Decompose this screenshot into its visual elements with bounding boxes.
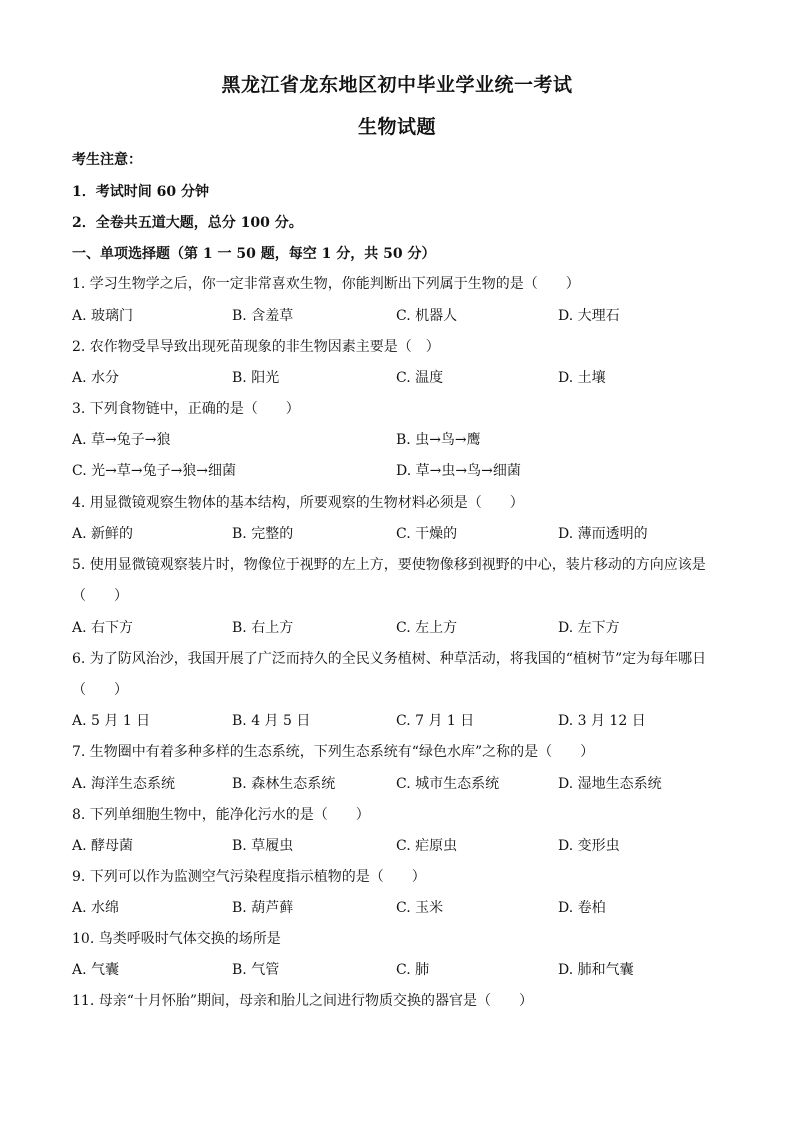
question-stem: 5. 使用显微镜观察装片时，物像位于视野的左上方，要使物像移到视野的中心，装片移动的方向应该是 — [72, 557, 706, 573]
exam-title: 黑龙江省龙东地区初中毕业学业统一考试 — [221, 74, 573, 96]
option-a: A. 海洋生态系统 — [72, 776, 176, 792]
option-d: D. 肺和气囊 — [558, 962, 634, 978]
option-a: A. 水绵 — [72, 900, 120, 916]
exam-subtitle: 生物试题 — [357, 116, 436, 138]
option-b: B. 草履虫 — [232, 838, 294, 854]
option-d: D. 变形虫 — [558, 838, 620, 854]
option-c: C. 7 月 1 日 — [396, 713, 475, 729]
question-stem: 3. 下列食物链中，正确的是（ ） — [72, 401, 300, 417]
question-stem: 10. 鸟类呼吸时气体交换的场所是 — [72, 931, 281, 947]
option-a: A. 玻璃门 — [72, 308, 134, 324]
option-c: C. 光→草→兔子→狼→细菌 — [72, 463, 237, 479]
option-c: C. 左上方 — [396, 620, 458, 636]
option-d: D. 3 月 12 日 — [558, 713, 646, 729]
option-b: B. 虫→鸟→鹰 — [396, 432, 481, 448]
option-a: A. 草→兔子→狼 — [72, 432, 171, 448]
option-a: A. 气囊 — [72, 962, 120, 978]
option-a: A. 水分 — [72, 370, 120, 386]
option-b: B. 森林生态系统 — [232, 776, 336, 792]
option-a: A. 酵母菌 — [72, 838, 134, 854]
option-a: A. 新鲜的 — [72, 526, 134, 542]
option-d: D. 湿地生态系统 — [558, 776, 662, 792]
question-stem: 7. 生物圈中有着多种多样的生态系统，下列生态系统有“绿色水库”之称的是（ ） — [72, 744, 595, 760]
option-b: B. 阳光 — [232, 370, 280, 386]
section-heading: 一、单项选择题（第 1 一 50 题，每空 1 分，共 50 分） — [72, 246, 436, 262]
option-d: D. 草→虫→鸟→细菌 — [396, 463, 521, 479]
option-c: C. 城市生态系统 — [396, 776, 500, 792]
option-b: B. 含羞草 — [232, 308, 294, 324]
option-b: B. 4 月 5 日 — [232, 713, 311, 729]
option-d: D. 土壤 — [558, 370, 606, 386]
option-d: D. 薄而透明的 — [558, 526, 648, 542]
option-a: A. 5 月 1 日 — [72, 713, 151, 729]
question-stem: 4. 用显微镜观察生物体的基本结构，所要观察的生物材料必须是（ ） — [72, 495, 524, 511]
option-d: D. 左下方 — [558, 620, 620, 636]
option-c: C. 机器人 — [396, 308, 458, 324]
option-c: C. 疟原虫 — [396, 838, 458, 854]
option-c: C. 干燥的 — [396, 526, 458, 542]
question-stem: 1. 学习生物学之后，你一定非常喜欢生物，你能判断出下列属于生物的是（ ） — [72, 276, 580, 292]
question-stem: 9. 下列可以作为监测空气污染程度指示植物的是（ ） — [72, 869, 426, 885]
option-b: B. 右上方 — [232, 620, 294, 636]
question-stem-continued: （ ） — [72, 682, 128, 698]
option-b: B. 气管 — [232, 962, 280, 978]
notice-item-1: 1．考试时间 60 分钟 — [72, 184, 209, 200]
question-stem: 6. 为了防风治沙，我国开展了广泛而持久的全民义务植树、种草活动，将我国的“植树节”定为每年哪日 — [72, 651, 707, 667]
notice-item-2: 2．全卷共五道大题，总分 100 分。 — [72, 215, 303, 231]
notice-heading: 考生注意： — [72, 152, 142, 168]
option-c: C. 温度 — [396, 370, 444, 386]
option-d: D. 卷柏 — [558, 900, 606, 916]
question-stem: 2. 农作物受旱导致出现死苗现象的非生物因素主要是（ ） — [72, 339, 440, 355]
option-c: C. 玉米 — [396, 900, 444, 916]
question-stem-continued: （ ） — [72, 588, 128, 604]
option-b: B. 葫芦藓 — [232, 900, 294, 916]
option-a: A. 右下方 — [72, 620, 134, 636]
option-c: C. 肺 — [396, 962, 430, 978]
question-stem: 8. 下列单细胞生物中，能净化污水的是（ ） — [72, 807, 370, 823]
option-b: B. 完整的 — [232, 526, 294, 542]
option-d: D. 大理石 — [558, 308, 620, 324]
question-stem: 11. 母亲“十月怀胎”期间，母亲和胎儿之间进行物质交换的器官是（ ） — [72, 993, 534, 1009]
